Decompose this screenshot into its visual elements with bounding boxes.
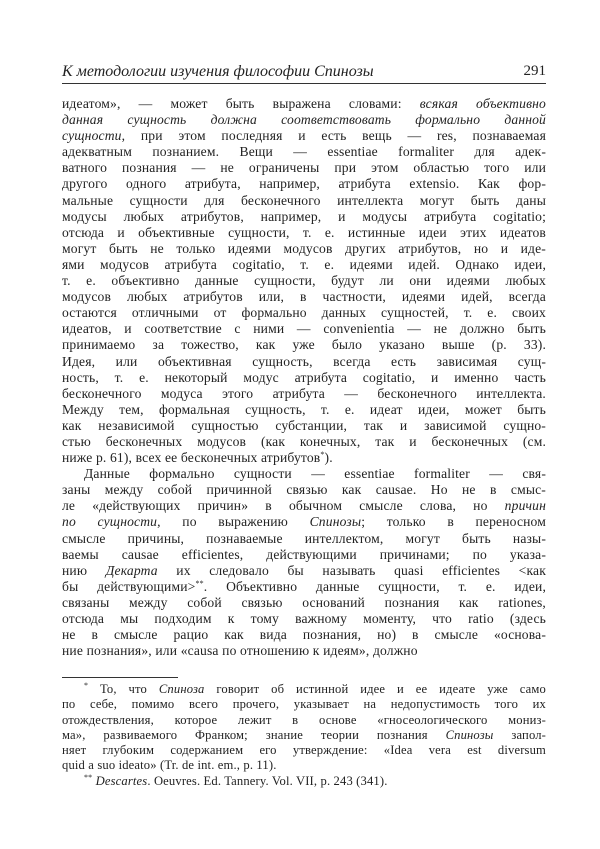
- text-line: [62, 305, 546, 321]
- text-line: [62, 627, 546, 643]
- text-segment: адекватным познанием. Вещи — essentiae formaliter для адек-: [62, 144, 546, 160]
- running-header: [62, 63, 546, 84]
- text-line: [62, 466, 546, 482]
- text-segment: остаются отличными от формально данных сущностей, т. е. своих: [62, 305, 546, 321]
- text-line: [62, 209, 546, 225]
- text-segment: мальные сущности для бесконечного интеллекта могут быть даны: [62, 192, 546, 208]
- text-segment: отсюда мы подходим к тому важному моменту, что ratio (здесь: [62, 611, 546, 626]
- text-segment: няет глубоким содержанием его утверждение: «Idea vera est diversum: [62, 743, 546, 758]
- text-segment: модусы любых атрибутов, например, и модусы атрибута cogitatio;: [62, 208, 546, 224]
- italic-text: сущности: [62, 128, 122, 144]
- text-line: [62, 257, 546, 273]
- text-line: [62, 273, 546, 289]
- text-segment: идеатом», — может быть выражена словами:: [62, 96, 420, 111]
- text-line: [62, 450, 546, 466]
- text-line: [62, 112, 546, 128]
- footnote-marker: *: [84, 681, 89, 690]
- text-line: [62, 160, 546, 176]
- footnotes: [62, 682, 546, 789]
- footnote-line: [62, 774, 546, 789]
- footnote-line: [62, 697, 546, 712]
- text-segment: заны между собой причинной связью как causae. Но не в смыс-: [62, 482, 546, 498]
- text-segment: ма», развиваемого Франком; знание теории познания: [62, 727, 446, 742]
- text-segment: ями модусов атрибута cogitatio, т. е. идеями идей. Однако идеи,: [62, 256, 546, 272]
- footnote-line: [62, 758, 546, 773]
- text-segment: т. е. объективно данные сущности, будут ли они идеями любых: [62, 273, 546, 289]
- italic-text: Спинозы: [309, 514, 362, 530]
- text-segment: модусов любых атрибутов или, в частности, идеями идей, всегда: [62, 289, 546, 305]
- italic-text: всякая объективно: [419, 96, 546, 111]
- italic-text: Descartes: [95, 773, 148, 788]
- text-segment: ваемы causae efficientes, действующими причинами; по указа-: [62, 546, 546, 562]
- text-line: [62, 241, 546, 257]
- text-segment: ; только в переносном: [361, 514, 546, 530]
- text-segment: . Oeuvres. Ed. Tannery. Vol. VII, p. 243 (341).: [147, 773, 388, 788]
- text-line: [62, 547, 546, 563]
- footnote-line: [62, 682, 546, 697]
- text-line: [62, 434, 546, 450]
- text-line: [62, 611, 546, 627]
- text-line: [62, 563, 546, 579]
- text-line: [62, 225, 546, 241]
- footnote-line: [62, 743, 546, 758]
- footnote-marker: **: [195, 578, 204, 588]
- footnote-line: [62, 713, 546, 728]
- text-segment: стью бесконечных модусов (как конечных, так и бесконечных (см.: [62, 433, 546, 449]
- italic-text: по сущности: [62, 514, 158, 530]
- text-segment: , по выражению: [157, 514, 310, 530]
- text-segment: ность, т. е. некоторый модус атрибута cogitatio, и именно часть: [62, 369, 546, 385]
- running-title: К методологии изучения философии Спинозы: [62, 63, 374, 80]
- text-segment: их следовало бы называть quasi efficientes <как: [157, 562, 546, 578]
- text-segment: отождествления, которое лежит в основе «гносеологического мониз-: [62, 712, 546, 727]
- text-line: [62, 643, 546, 659]
- text-line: [62, 514, 546, 530]
- page-number: 291: [523, 63, 546, 79]
- text-line: [62, 386, 546, 402]
- text-line: [62, 193, 546, 209]
- text-line: [62, 370, 546, 386]
- text-line: [62, 96, 546, 112]
- italic-text: Спиноза: [158, 682, 205, 696]
- text-line: [62, 321, 546, 337]
- text-line: [62, 579, 546, 595]
- text-line: [62, 337, 546, 353]
- text-segment: . Объективно данные сущности, т. е. идеи,: [203, 578, 546, 594]
- footnote-marker: *: [320, 450, 325, 460]
- text-segment: ватного познания — не ограничены при этом областью того или: [62, 160, 546, 176]
- text-line: [62, 531, 546, 547]
- text-segment: идеатов, и соответствие с ними — convenientia — не должно быть: [62, 321, 546, 337]
- text-segment: Между тем, формальная сущность, т. е. идеат идеи, может быть: [62, 401, 546, 417]
- footnote-line: [62, 728, 546, 743]
- text-segment: не в смысле рацио как вида познания, но) в смысле «основа-: [62, 627, 546, 643]
- text-segment: отсюда и объективные сущности, т. е. истинные идеи этих идеатов: [62, 224, 546, 240]
- text-segment: связаны между собой связью оснований познания как rationes,: [62, 594, 546, 610]
- text-segment: принимаемо за тожество, как уже было указано выше (p. 33).: [62, 337, 546, 353]
- text-segment: ).: [324, 450, 333, 466]
- text-segment: нию: [62, 562, 106, 578]
- text-segment: Данные формально сущности — essentiae formaliter — свя-: [84, 466, 546, 482]
- text-segment: бесконечного модуса этого атрибута — бесконечного интеллекта.: [62, 385, 546, 401]
- italic-text: данная сущность должна соответствовать формально данной: [62, 112, 546, 128]
- text-segment: , при этом последняя и есть вещь — res, познаваемая: [121, 128, 546, 144]
- main-text: [62, 96, 546, 659]
- text-segment: запол-: [493, 727, 546, 742]
- text-segment: ние познания», или «causa по отношению к идеям», должно: [62, 643, 418, 659]
- italic-text: Спинозы: [445, 727, 494, 742]
- italic-text: Декарта: [105, 562, 158, 578]
- text-line: [62, 289, 546, 305]
- text-line: [62, 144, 546, 160]
- text-segment: То, что: [88, 682, 159, 696]
- text-line: [62, 402, 546, 418]
- italic-text: причин: [504, 498, 546, 514]
- text-segment: как независимой сущностью субстанции, так и зависимой сущно-: [62, 417, 546, 433]
- text-segment: смысле причины, познаваемые интеллектом, могут быть назы-: [62, 530, 546, 546]
- text-segment: могут быть не только идеями модусов других атрибутов, но и иде-: [62, 240, 546, 256]
- text-segment: бы действующими>: [62, 578, 196, 594]
- text-line: [62, 482, 546, 498]
- text-segment: другого одного атрибута, например, атрибута extensio. Как фор-: [62, 176, 546, 192]
- text-segment: говорит об истинной идее и ее идеате уже само: [204, 682, 546, 696]
- text-line: [62, 128, 546, 144]
- text-line: [62, 595, 546, 611]
- text-line: [62, 418, 546, 434]
- text-segment: ниже p. 61), всех ее бесконечных атрибутов: [62, 450, 321, 466]
- text-line: [62, 498, 546, 514]
- text-segment: quid a suo ideato» (Tr. de int. em., p. 11).: [62, 758, 277, 773]
- footnote-divider: [62, 677, 178, 678]
- text-line: [62, 176, 546, 192]
- text-line: [62, 354, 546, 370]
- footnote-marker: **: [84, 772, 93, 782]
- text-segment: по себе, помимо всего прочего, указывает на недопустимость того их: [62, 697, 546, 712]
- text-segment: ле «действующих причин» в обычном смысле слова, но: [62, 498, 505, 514]
- text-segment: Идея, или объективная сущность, всегда есть зависимая сущ-: [62, 353, 546, 369]
